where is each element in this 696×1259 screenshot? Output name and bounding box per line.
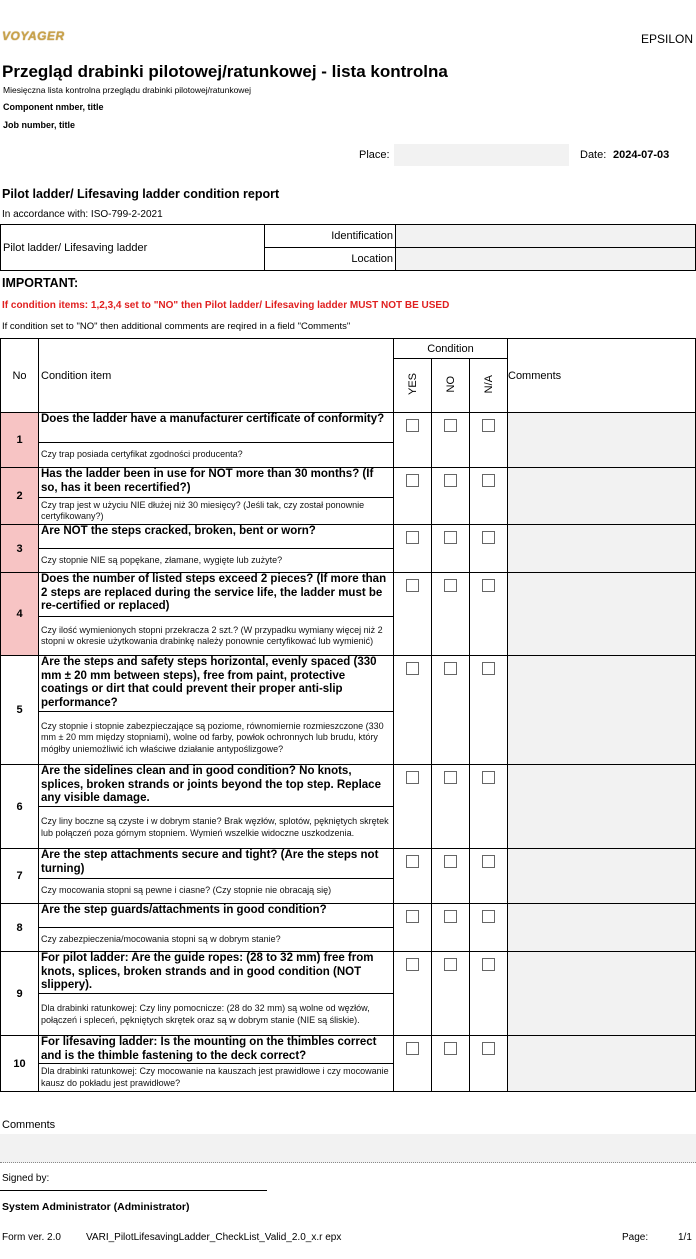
condition-item-pl: Czy liny boczne są czyste i w dobrym stanie? Brak węzłów, splotów, pękniętych skrętek lub połączeń poza górnym stopniem. Wymień wszelkie widoczne uszkodzenia. [39, 807, 394, 849]
row-comment-field[interactable] [508, 656, 696, 765]
table-row [1, 413, 696, 443]
checkbox-no[interactable] [444, 910, 457, 923]
row-number: 8 [1, 904, 39, 952]
row-comment-field[interactable] [508, 1036, 696, 1092]
table-row [1, 765, 696, 807]
date-field[interactable]: 2024-07-03 [613, 149, 670, 161]
checkbox-na[interactable] [482, 855, 495, 868]
row-comment-field[interactable] [508, 525, 696, 573]
checkbox-na[interactable] [482, 958, 495, 971]
col-header-no: No [1, 339, 39, 413]
location-label: Location [265, 248, 396, 271]
row-number: 7 [1, 849, 39, 904]
checkbox-no[interactable] [444, 419, 457, 432]
table-row [1, 952, 696, 994]
condition-item-pl: Czy zabezpieczenia/mocowania stopni są w dobrym stanie? [39, 928, 394, 952]
component-label: Component nmber, title [3, 102, 104, 112]
date-label: Date: [580, 149, 607, 161]
checkbox-yes[interactable] [406, 662, 419, 675]
condition-item-en: Are the steps and safety steps horizontal, evenly spaced (330 mm ± 20 mm between steps), free from paint, protective coatings or dirt that could prevent their proper anti-slip performance? [39, 656, 394, 712]
ladder-label: Pilot ladder/ Lifesaving ladder [1, 225, 265, 271]
checkbox-no[interactable] [444, 662, 457, 675]
comments-label: Comments [2, 1119, 56, 1131]
condition-item-pl: Czy stopnie NIE są popękane, złamane, wygięte lub zużyte? [39, 549, 394, 573]
checkbox-yes[interactable] [406, 579, 419, 592]
checkbox-no[interactable] [444, 579, 457, 592]
checkbox-yes[interactable] [406, 771, 419, 784]
col-header-no-option: NO [444, 375, 457, 393]
signer-name: System Administrator (Administrator) [2, 1201, 190, 1213]
condition-item-en: For pilot ladder: Are the guide ropes: (28 to 32 mm) free from knots, splices, broken strands and in good condition (NOT slippery). [39, 952, 394, 994]
condition-item-pl: Dla drabinki ratunkowej: Czy liny pomocnicze: (28 do 32 mm) są wolne od węzłów, połączeń i spleceń, pękniętych skrętek oraz są w dobrym stanie (NIE są śliskie). [39, 994, 394, 1036]
checkbox-no[interactable] [444, 1042, 457, 1055]
row-number: 1 [1, 413, 39, 468]
checkbox-yes[interactable] [406, 910, 419, 923]
table-row [1, 904, 696, 928]
important-heading: IMPORTANT: [2, 276, 79, 290]
form-version: Form ver. 2.0 [2, 1232, 61, 1243]
note-text: If condition set to "NO" then additional comments are reqired in a field "Comments" [2, 321, 351, 332]
condition-item-pl: Czy stopnie i stopnie zabezpieczające są poziome, równomiernie rozmieszczone (330 mm ± 20 mm między stopniami), wolne od farby, powłok ochronnych lub brudu, który mógłby uniemożliwić ich właściwe działanie antypoślizgowe? [39, 712, 394, 765]
table-row [1, 656, 696, 712]
condition-item-en: Are the step guards/attachments in good condition? [39, 904, 394, 928]
identification-table [0, 224, 696, 271]
checkbox-na[interactable] [482, 771, 495, 784]
identification-label: Identification [265, 225, 396, 248]
col-header-yes: YES [406, 372, 419, 395]
checkbox-na[interactable] [482, 579, 495, 592]
checkbox-na[interactable] [482, 419, 495, 432]
checkbox-yes[interactable] [406, 474, 419, 487]
place-label: Place: [359, 149, 390, 161]
signature-line [0, 1190, 267, 1191]
checkbox-na[interactable] [482, 474, 495, 487]
row-comment-field[interactable] [508, 413, 696, 468]
checkbox-na[interactable] [482, 1042, 495, 1055]
signed-by-label: Signed by: [2, 1173, 50, 1184]
condition-table [0, 338, 696, 1092]
table-row [1, 1036, 696, 1064]
col-header-comments: Comments [508, 339, 696, 413]
page-subtitle: Miesięczna lista kontrolna przeglądu drabinki pilotowej/ratunkowej [3, 85, 252, 95]
condition-item-en: Are NOT the steps cracked, broken, bent or worn? [39, 525, 394, 549]
condition-item-pl: Czy mocowania stopni są pewne i ciasne? (Czy stopnie nie obracają się) [39, 879, 394, 904]
checkbox-yes[interactable] [406, 531, 419, 544]
col-header-item: Condition item [39, 339, 394, 413]
table-row [1, 849, 696, 879]
row-number: 3 [1, 525, 39, 573]
checkbox-no[interactable] [444, 855, 457, 868]
report-title: Pilot ladder/ Lifesaving ladder condition report [2, 187, 280, 201]
condition-item-en: Does the ladder have a manufacturer certificate of conformity? [39, 413, 394, 443]
job-label: Job number, title [3, 120, 76, 130]
page-label: Page: [622, 1232, 649, 1243]
identification-field[interactable] [396, 225, 696, 248]
row-comment-field[interactable] [508, 468, 696, 525]
condition-item-en: Are the step attachments secure and tight? (Are the steps not turning) [39, 849, 394, 879]
condition-item-en: For lifesaving ladder: Is the mounting on the thimbles correct and is the thimble fastening to the deck correct? [39, 1036, 394, 1064]
row-number: 9 [1, 952, 39, 1036]
checkbox-yes[interactable] [406, 1042, 419, 1055]
checkbox-na[interactable] [482, 910, 495, 923]
checkbox-no[interactable] [444, 771, 457, 784]
condition-item-pl: Czy trap jest w użyciu NIE dłużej niż 30 miesięcy? (Jeśli tak, czy został ponownie certyfikowany?) [39, 498, 394, 525]
row-number: 4 [1, 573, 39, 656]
table-row [1, 525, 696, 549]
form-filename: VARI_PilotLifesavingLadder_CheckList_Valid_2.0_x.r epx [86, 1232, 342, 1243]
voyager-logo: VOYAGER [2, 29, 65, 43]
condition-item-en: Are the sidelines clean and in good condition? No knots, splices, broken strands or joints beyond the top step. Replace any visible damage. [39, 765, 394, 807]
warning-text: If condition items: 1,2,3,4 set to "NO" then Pilot ladder/ Lifesaving ladder MUST NOT BE USED [2, 300, 450, 311]
checkbox-na[interactable] [482, 531, 495, 544]
row-comment-field[interactable] [508, 765, 696, 849]
col-header-na: N/A [482, 374, 495, 394]
company-name: EPSILON [640, 32, 693, 46]
condition-item-pl: Czy trap posiada certyfikat zgodności producenta? [39, 443, 394, 468]
condition-item-en: Does the number of listed steps exceed 2 pieces? (If more than 2 steps are replaced during the service life, the ladder must be re-certified or replaced) [39, 573, 394, 617]
condition-item-pl: Dla drabinki ratunkowej: Czy mocowanie na kauszach jest prawidłowe i czy mocowanie kausz do pokładu jest prawidłowe? [39, 1064, 394, 1092]
checkbox-yes[interactable] [406, 855, 419, 868]
accordance-text: In accordance with: ISO-799-2-2021 [2, 209, 163, 220]
row-comment-field[interactable] [508, 952, 696, 1036]
row-comment-field[interactable] [508, 904, 696, 952]
page-number: 1/1 [678, 1232, 692, 1243]
table-row [1, 468, 696, 498]
row-number: 5 [1, 656, 39, 765]
condition-item-en: Has the ladder been in use for NOT more than 30 months? (If so, has it been recertified?) [39, 468, 394, 498]
checkbox-no[interactable] [444, 958, 457, 971]
row-comment-field[interactable] [508, 573, 696, 656]
checkbox-no[interactable] [444, 474, 457, 487]
row-number: 2 [1, 468, 39, 525]
checkbox-na[interactable] [482, 662, 495, 675]
place-field[interactable] [394, 144, 569, 166]
checkbox-no[interactable] [444, 531, 457, 544]
checkbox-yes[interactable] [406, 958, 419, 971]
row-number: 6 [1, 765, 39, 849]
row-comment-field[interactable] [508, 849, 696, 904]
comments-field[interactable] [0, 1134, 696, 1163]
col-header-condition: Condition [394, 339, 508, 359]
location-field[interactable] [396, 248, 696, 271]
checkbox-yes[interactable] [406, 419, 419, 432]
condition-item-pl: Czy ilość wymienionych stopni przekracza 2 szt.? (W przypadku wymiany więcej niż 2 stopni w okresie użytkowania drabinkę należy ponownie certyfikować lub wymienić) [39, 617, 394, 656]
page-title: Przegląd drabinki pilotowej/ratunkowej - lista kontrolna [2, 62, 448, 81]
table-row [1, 573, 696, 617]
row-number: 10 [1, 1036, 39, 1092]
